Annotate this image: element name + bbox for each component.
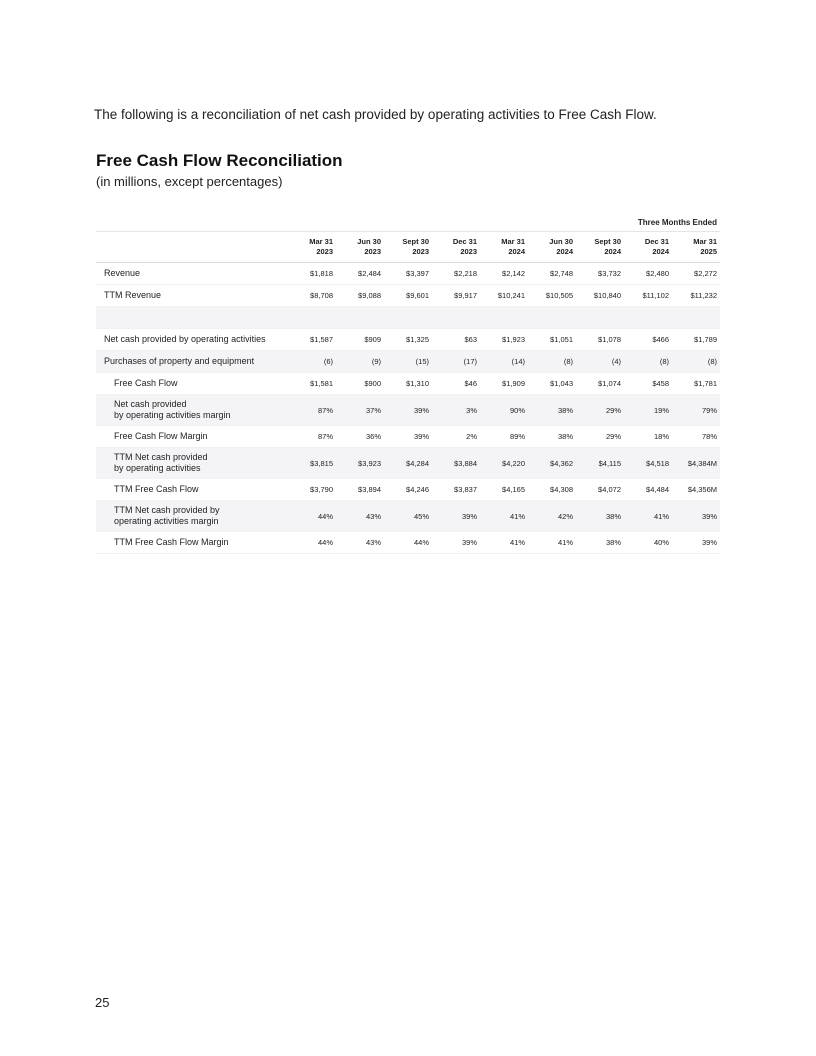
table-cell: $4,072	[576, 479, 624, 501]
table-row	[96, 351, 720, 373]
table-cell: 39%	[384, 395, 432, 426]
table-cell: $3,884	[432, 448, 480, 479]
table-cell: $4,308	[528, 479, 576, 501]
table-cell: $2,480	[624, 263, 672, 285]
table-cell: 40%	[624, 532, 672, 554]
table-row	[96, 263, 720, 285]
table-cell: $2,142	[480, 263, 528, 285]
table-cell: $4,384M	[672, 448, 720, 479]
row-label-line: operating activities margin	[114, 516, 219, 526]
table-cell: (6)	[288, 351, 336, 373]
table-cell: (8)	[624, 351, 672, 373]
table-cell: $466	[624, 329, 672, 351]
table-cell: $2,272	[672, 263, 720, 285]
row-label	[96, 285, 288, 307]
table-cell: 39%	[672, 501, 720, 532]
table-cell: $9,601	[384, 285, 432, 307]
row-label-line: TTM Free Cash Flow	[114, 484, 199, 494]
table-cell: $63	[432, 329, 480, 351]
table-row	[96, 448, 720, 479]
table-cell	[336, 307, 384, 329]
table-cell	[528, 307, 576, 329]
table-cell: $3,732	[576, 263, 624, 285]
intro-text: The following is a reconciliation of net cash provided by operating activities to Free Cash Flow.	[94, 106, 657, 122]
table-cell: $2,748	[528, 263, 576, 285]
table-cell	[480, 307, 528, 329]
table-cell: (17)	[432, 351, 480, 373]
column-month: Dec 31	[644, 237, 669, 246]
table-cell: 29%	[576, 426, 624, 448]
column-month: Sept 30	[594, 237, 621, 246]
table-cell: 41%	[480, 501, 528, 532]
table-cell: $1,074	[576, 373, 624, 395]
table-cell: $909	[336, 329, 384, 351]
table-cell: 78%	[672, 426, 720, 448]
table-cell: $1,051	[528, 329, 576, 351]
table-cell: 37%	[336, 395, 384, 426]
table-cell: (9)	[336, 351, 384, 373]
table-cell: 38%	[528, 395, 576, 426]
row-label	[96, 373, 288, 395]
column-header	[672, 232, 720, 263]
column-year: 2025	[700, 247, 717, 256]
table-cell: 87%	[288, 395, 336, 426]
row-label-line: Net cash provided by operating activities	[104, 334, 266, 344]
column-header	[384, 232, 432, 263]
row-label-line: TTM Net cash provided by	[114, 505, 220, 515]
row-label-line: by operating activities	[114, 463, 201, 473]
table-cell: $2,484	[336, 263, 384, 285]
table-cell: $1,581	[288, 373, 336, 395]
column-header	[624, 232, 672, 263]
table-cell: 43%	[336, 501, 384, 532]
table-cell: $1,909	[480, 373, 528, 395]
table-cell: $3,894	[336, 479, 384, 501]
row-label-line: Revenue	[104, 268, 141, 278]
column-year: 2024	[556, 247, 573, 256]
column-year: 2024	[652, 247, 669, 256]
row-label-line: Free Cash Flow	[114, 378, 178, 388]
table-cell: $9,917	[432, 285, 480, 307]
row-label	[96, 532, 288, 554]
page-number: 25	[95, 995, 110, 1010]
table-row	[96, 426, 720, 448]
table-cell: 87%	[288, 426, 336, 448]
row-label-line: Net cash provided	[114, 399, 187, 409]
row-label	[96, 395, 288, 426]
table-cell: 38%	[528, 426, 576, 448]
table-cell: $46	[432, 373, 480, 395]
row-label-line: by operating activities margin	[114, 410, 231, 420]
row-label	[96, 263, 288, 285]
table-cell: $8,708	[288, 285, 336, 307]
table-cell: 44%	[288, 501, 336, 532]
table-cell: $2,218	[432, 263, 480, 285]
table-cell: $3,790	[288, 479, 336, 501]
table-subtitle: (in millions, except percentages)	[96, 174, 283, 189]
table-cell: 29%	[576, 395, 624, 426]
column-header	[576, 232, 624, 263]
row-label	[96, 426, 288, 448]
table-cell: $1,818	[288, 263, 336, 285]
row-label	[96, 329, 288, 351]
table-cell: $3,837	[432, 479, 480, 501]
table-cell: 44%	[288, 532, 336, 554]
table-cell: 79%	[672, 395, 720, 426]
table-cell: 19%	[624, 395, 672, 426]
table-cell: $4,246	[384, 479, 432, 501]
row-label-line: TTM Free Cash Flow Margin	[114, 537, 229, 547]
row-label	[96, 351, 288, 373]
row-label	[96, 307, 288, 329]
table-cell	[576, 307, 624, 329]
table-cell: 41%	[528, 532, 576, 554]
column-year: 2023	[460, 247, 477, 256]
table-cell: $1,789	[672, 329, 720, 351]
table-cell: $4,115	[576, 448, 624, 479]
table-row	[96, 532, 720, 554]
table-cell	[288, 307, 336, 329]
table-cell: 38%	[576, 532, 624, 554]
column-header	[432, 232, 480, 263]
table-cell: 42%	[528, 501, 576, 532]
table-cell: $3,397	[384, 263, 432, 285]
column-header	[336, 232, 384, 263]
table-cell: 39%	[384, 426, 432, 448]
table-cell: $4,484	[624, 479, 672, 501]
table-cell: (8)	[528, 351, 576, 373]
table-cell: $10,840	[576, 285, 624, 307]
column-year: 2024	[604, 247, 621, 256]
table-cell: 89%	[480, 426, 528, 448]
table-cell: $11,232	[672, 285, 720, 307]
table-cell: $4,518	[624, 448, 672, 479]
column-header	[288, 232, 336, 263]
period-label: Three Months Ended	[637, 217, 717, 227]
table-cell	[624, 307, 672, 329]
column-header	[480, 232, 528, 263]
table-cell	[672, 307, 720, 329]
column-header-row	[96, 232, 720, 263]
table-cell: 45%	[384, 501, 432, 532]
table-cell	[384, 307, 432, 329]
table-cell: 38%	[576, 501, 624, 532]
table-cell: $4,284	[384, 448, 432, 479]
table-cell: $458	[624, 373, 672, 395]
column-year: 2023	[412, 247, 429, 256]
table-cell: $1,923	[480, 329, 528, 351]
table-cell: $1,310	[384, 373, 432, 395]
column-month: Dec 31	[452, 237, 477, 246]
table-cell	[432, 307, 480, 329]
table-title: Free Cash Flow Reconciliation	[96, 151, 343, 170]
table-cell: 18%	[624, 426, 672, 448]
table-cell: (15)	[384, 351, 432, 373]
table-cell: 41%	[624, 501, 672, 532]
column-month: Mar 31	[501, 237, 525, 246]
column-month: Mar 31	[309, 237, 333, 246]
table-cell: $3,923	[336, 448, 384, 479]
table-cell: $1,781	[672, 373, 720, 395]
column-month: Mar 31	[693, 237, 717, 246]
row-label-line: Free Cash Flow Margin	[114, 431, 208, 441]
column-month: Jun 30	[357, 237, 381, 246]
table-cell: $1,587	[288, 329, 336, 351]
table-cell: $1,043	[528, 373, 576, 395]
table-cell: 39%	[672, 532, 720, 554]
table-row	[96, 395, 720, 426]
table-row	[96, 373, 720, 395]
column-year: 2023	[316, 247, 333, 256]
table-cell: 41%	[480, 532, 528, 554]
table-cell: $10,241	[480, 285, 528, 307]
column-month: Sept 30	[402, 237, 429, 246]
row-label-line: TTM Net cash provided	[114, 452, 208, 462]
table-cell: 36%	[336, 426, 384, 448]
table-row	[96, 479, 720, 501]
table-row	[96, 501, 720, 532]
column-header	[528, 232, 576, 263]
column-year: 2024	[508, 247, 525, 256]
table-cell: $3,815	[288, 448, 336, 479]
table-cell: 2%	[432, 426, 480, 448]
table-cell: $1,325	[384, 329, 432, 351]
table-body	[96, 263, 720, 554]
table-cell: 3%	[432, 395, 480, 426]
table-cell: 43%	[336, 532, 384, 554]
table-cell: $4,220	[480, 448, 528, 479]
table-cell: (14)	[480, 351, 528, 373]
table-cell: $900	[336, 373, 384, 395]
table-cell: 90%	[480, 395, 528, 426]
table-cell: $10,505	[528, 285, 576, 307]
column-month: Jun 30	[549, 237, 573, 246]
column-year: 2023	[364, 247, 381, 256]
table-cell: 39%	[432, 501, 480, 532]
table-cell: $1,078	[576, 329, 624, 351]
row-label-line: TTM Revenue	[104, 290, 162, 300]
table-cell: (4)	[576, 351, 624, 373]
table-cell: $9,088	[336, 285, 384, 307]
table-row	[96, 329, 720, 351]
row-label	[96, 448, 288, 479]
table-cell: $4,362	[528, 448, 576, 479]
free-cash-flow-table	[96, 213, 720, 554]
row-label-line: Purchases of property and equipment	[104, 356, 255, 366]
table-cell: 44%	[384, 532, 432, 554]
table-cell: (8)	[672, 351, 720, 373]
row-label	[96, 501, 288, 532]
table-cell: $4,165	[480, 479, 528, 501]
spacer-row	[96, 307, 720, 329]
table-cell: $11,102	[624, 285, 672, 307]
table-cell: $4,356M	[672, 479, 720, 501]
row-label	[96, 479, 288, 501]
table-cell: 39%	[432, 532, 480, 554]
table-row	[96, 285, 720, 307]
period-header-row	[96, 213, 720, 232]
